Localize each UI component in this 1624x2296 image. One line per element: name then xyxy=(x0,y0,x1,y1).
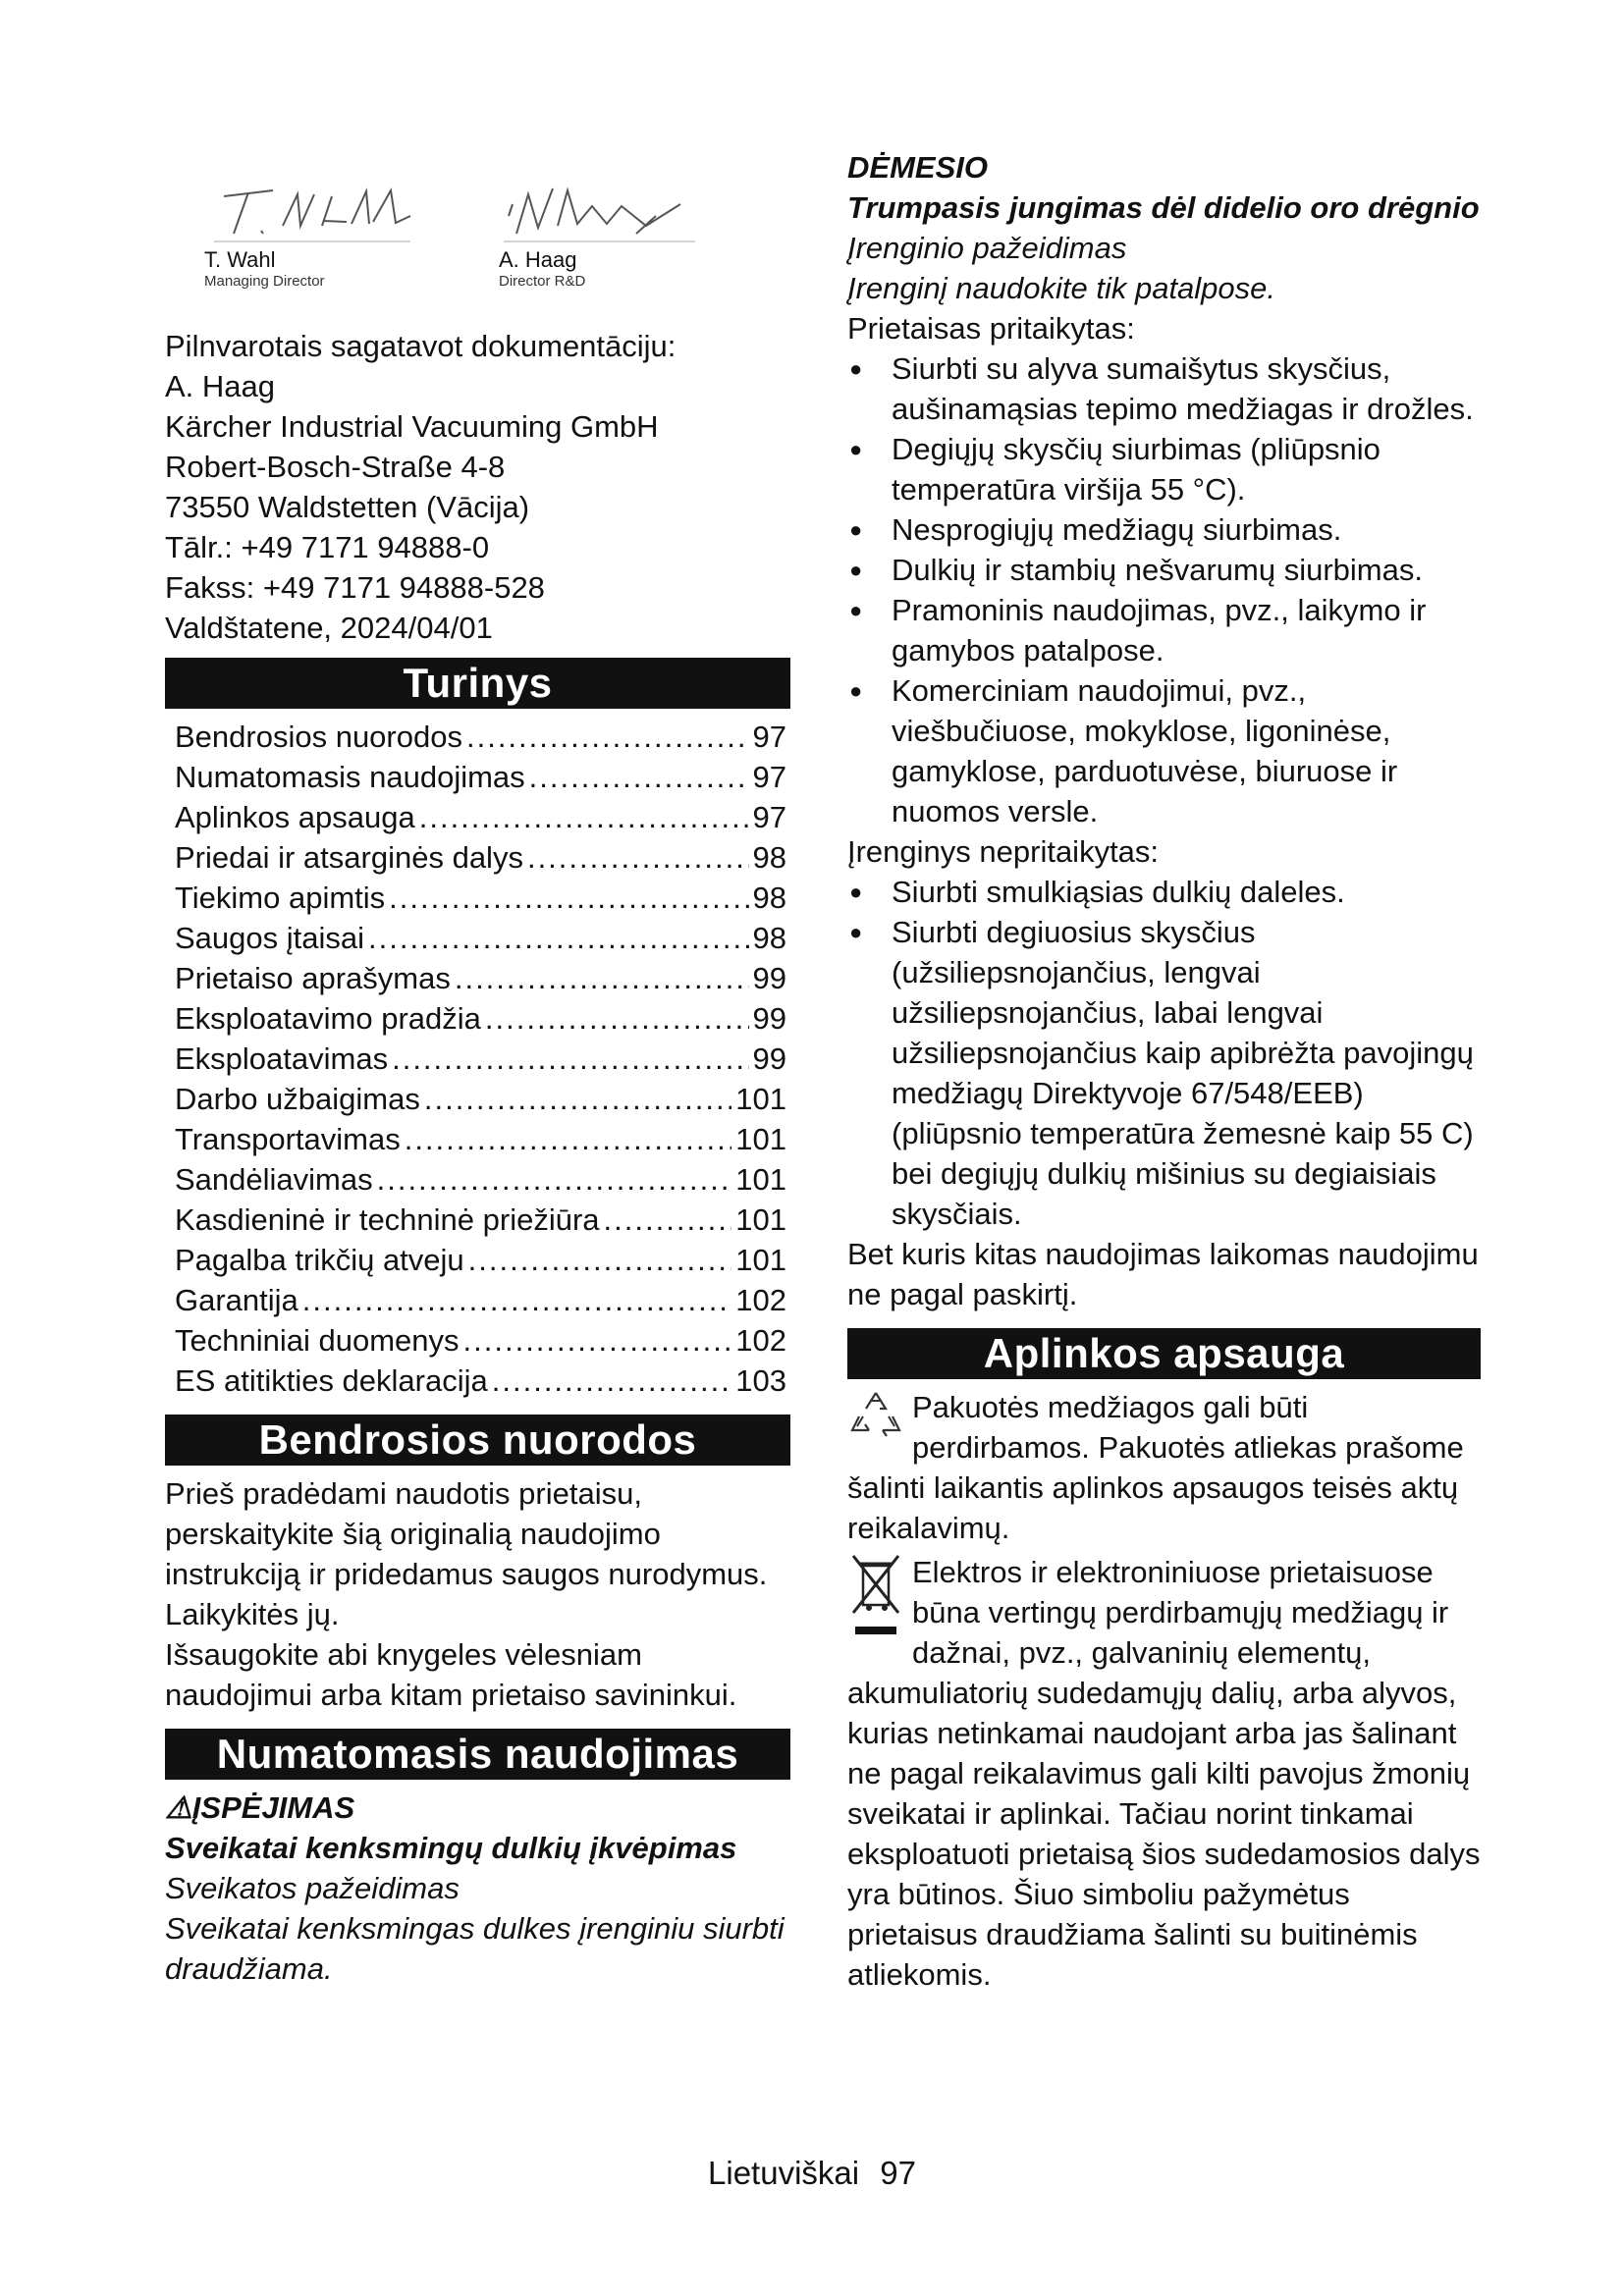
toc-leader xyxy=(468,1240,732,1280)
suitable-list xyxy=(847,348,1481,831)
list-item: ● Dulkių ir stambių nešvarumų siurbimas. xyxy=(847,550,1481,590)
list-item: ● Siurbti degiuosius skysčius (užsiliepsnojančius, lengvai užsiliepsnojančius, labai lengvai užsiliepsnojančius kaip apibrėžta pavojingų medžiagų Direktyvoje 67/548/EEB) (pliūpsnio temperatūra žemesnė kaip 55 C) bei degiųjų dulkių mišinius su degiaisiais skysčiais. xyxy=(847,912,1481,1234)
toc-leader xyxy=(392,1039,748,1079)
signature-wahl xyxy=(204,177,430,291)
toc-leader xyxy=(389,878,748,918)
suitable-label: Prietaisas pritaikytas: xyxy=(847,311,1135,346)
signatory-role: Managing Director xyxy=(204,273,325,290)
left-column xyxy=(165,326,790,1989)
general-text: Prieš pradėdami naudotis prietaisu, perskaitykite šią originalią naudojimo instrukciją ir pridedamus saugos nurodymus. Laikykitės jų. xyxy=(165,1476,768,1631)
toc-entry-page: 101 xyxy=(735,1122,786,1156)
toc-entry[interactable] xyxy=(165,837,790,878)
crossed-bin-icon xyxy=(847,1552,906,1650)
authorized-representative xyxy=(165,326,790,648)
toc-leader xyxy=(463,1320,732,1361)
toc-leader xyxy=(466,717,749,757)
toc-entry[interactable] xyxy=(165,1200,790,1240)
general-text: Išsaugokite abi knygeles vėlesniam naudojimui arba kitam prietaiso savininkui. xyxy=(165,1637,737,1712)
toc-leader xyxy=(455,958,749,998)
toc-entry-page: 103 xyxy=(735,1363,786,1398)
toc-entry-page: 98 xyxy=(752,840,786,875)
warning-triangle-icon: ⚠ xyxy=(165,1790,192,1825)
toc-entry-title: Transportavimas xyxy=(175,1122,401,1156)
toc-entry-page: 99 xyxy=(752,1041,786,1076)
toc-entry[interactable] xyxy=(165,757,790,797)
toc-entry-page: 101 xyxy=(735,1082,786,1116)
weee-paragraph xyxy=(847,1552,1481,1995)
toc-entry-title: Kasdieninė ir techninė priežiūra xyxy=(175,1202,600,1237)
right-column xyxy=(847,147,1481,1995)
caution-title: Trumpasis jungimas dėl didelio oro drėgnio xyxy=(847,190,1480,225)
toc-entry-title: Tiekimo apimtis xyxy=(175,881,386,915)
toc-entry[interactable] xyxy=(165,1079,790,1119)
list-item: ● Degiųjų skysčių siurbimas (pliūpsnio temperatūra viršija 55 °C). xyxy=(847,429,1481,509)
other-use-text: Bet kuris kitas naudojimas laikomas naudojimu ne pagal paskirtį. xyxy=(847,1237,1479,1311)
handwritten-signature-haag xyxy=(499,177,715,245)
unsuitable-list xyxy=(847,872,1481,1234)
toc-leader xyxy=(419,797,749,837)
warning-label xyxy=(165,1788,790,1828)
list-item: ● Siurbti smulkiąsias dulkių daleles. xyxy=(847,872,1481,912)
handwritten-signature-wahl xyxy=(204,177,420,245)
warning-action: Sveikatai kenksmingas dulkes įrenginiu siurbti draudžiama. xyxy=(165,1911,785,1986)
toc-entry[interactable] xyxy=(165,1320,790,1361)
toc-leader xyxy=(485,998,749,1039)
toc-entry-page: 99 xyxy=(752,1001,786,1036)
toc-entry-page: 102 xyxy=(735,1283,786,1317)
toc-entry[interactable] xyxy=(165,918,790,958)
list-item: ● Komerciniam naudojimui, pvz., viešbučiuose, mokyklose, ligoninėse, gamyklose, parduotuvėse, biuruose ir nuomos versle. xyxy=(847,670,1481,831)
authorized-line: 73550 Waldstetten (Vācija) xyxy=(165,490,530,524)
packaging-paragraph xyxy=(847,1387,1481,1548)
authorized-line: Valdštatene, 2024/04/01 xyxy=(165,611,493,645)
toc-entry[interactable] xyxy=(165,1361,790,1401)
authorized-line: Kärcher Industrial Vacuuming GmbH xyxy=(165,409,659,444)
toc-entry[interactable] xyxy=(165,878,790,918)
recycling-icon xyxy=(847,1387,906,1448)
footer-language: Lietuviškai xyxy=(708,2155,860,2191)
toc-entry[interactable] xyxy=(165,1119,790,1159)
toc-leader xyxy=(527,837,749,878)
intended-use-heading: Numatomasis naudojimas xyxy=(165,1729,790,1780)
warning-title: Sveikatai kenksmingų dulkių įkvėpimas xyxy=(165,1831,737,1865)
toc-leader xyxy=(529,757,749,797)
toc-entry[interactable] xyxy=(165,1280,790,1320)
signature-haag xyxy=(499,177,725,291)
authorized-line: Robert-Bosch-Straße 4-8 xyxy=(165,450,506,484)
environment-heading: Aplinkos apsauga xyxy=(847,1328,1481,1379)
toc-entry-title: Darbo užbaigimas xyxy=(175,1082,420,1116)
toc-entry-title: Aplinkos apsauga xyxy=(175,800,415,834)
toc-leader xyxy=(302,1280,731,1320)
toc-entry-page: 97 xyxy=(752,800,786,834)
toc-entry-title: Prietaiso aprašymas xyxy=(175,961,451,995)
toc-entry-title: Sandėliavimas xyxy=(175,1162,373,1197)
toc-entry[interactable] xyxy=(165,1240,790,1280)
toc-entry-page: 101 xyxy=(735,1202,786,1237)
toc-entry-page: 97 xyxy=(752,720,786,754)
toc-entry-title: Saugos įtaisai xyxy=(175,921,365,955)
caution-consequence: Įrenginio pažeidimas xyxy=(847,231,1127,265)
toc-entry-title: Pagalba trikčių atveju xyxy=(175,1243,464,1277)
toc-entry-title: Priedai ir atsarginės dalys xyxy=(175,840,523,875)
signature-block xyxy=(165,177,715,314)
toc-entry-title: Numatomasis naudojimas xyxy=(175,760,525,794)
toc-leader xyxy=(377,1159,732,1200)
list-item: ● Siurbti su alyva sumaišytus skysčius, aušinamąsias tepimo medžiagas ir drožles. xyxy=(847,348,1481,429)
general-heading: Bendrosios nuorodos xyxy=(165,1415,790,1466)
table-of-contents xyxy=(165,717,790,1401)
toc-entry[interactable] xyxy=(165,958,790,998)
toc-entry-title: Eksploatavimo pradžia xyxy=(175,1001,481,1036)
toc-entry[interactable] xyxy=(165,1159,790,1200)
toc-entry-page: 99 xyxy=(752,961,786,995)
toc-leader xyxy=(604,1200,732,1240)
toc-entry[interactable] xyxy=(165,717,790,757)
warning-label-text: ĮSPĖJIMAS xyxy=(191,1790,355,1825)
toc-entry-title: Garantija xyxy=(175,1283,298,1317)
toc-entry-page: 97 xyxy=(752,760,786,794)
warning-consequence: Sveikatos pažeidimas xyxy=(165,1871,460,1905)
toc-entry-title: Techniniai duomenys xyxy=(175,1323,460,1358)
page-number: 97 xyxy=(880,2155,916,2191)
authorized-line: Tālr.: +49 7171 94888-0 xyxy=(165,530,490,564)
weee-text: Elektros ir elektroniniuose prietaisuose būna vertingų perdirbamųjų medžiagų ir dažnai, pvz., galvaninių elementų, akumuliatorių sudedamųjų dalių, arba alyvos, kurias netinkamai naudojant arba jas šalinant ne pagal reikalavimus gali kilti pavojus žmonių sveikatai ir aplinkai. Tačiau norint tinkamai eksploatuoti prietaisą šios sudedamosios dalys yra būtinos. Šiuo simboliu pažymėtus prietaisus draudžiama šalinti su buitinėmis atliekomis. xyxy=(847,1555,1481,1992)
authorized-line: Pilnvarotais sagatavot dokumentāciju: xyxy=(165,329,677,363)
list-item: ● Nesprogiųjų medžiagų siurbimas. xyxy=(847,509,1481,550)
toc-entry[interactable] xyxy=(165,1039,790,1079)
toc-entry-page: 98 xyxy=(752,881,786,915)
caution-action: Įrenginį naudokite tik patalpose. xyxy=(847,271,1276,305)
signatory-name: T. Wahl xyxy=(204,247,276,272)
page-footer xyxy=(0,2155,1624,2192)
caution-label: DĖMESIO xyxy=(847,150,988,185)
toc-entry-title: Eksploatavimas xyxy=(175,1041,389,1076)
toc-entry-page: 101 xyxy=(735,1243,786,1277)
toc-entry-page: 102 xyxy=(735,1323,786,1358)
toc-entry[interactable] xyxy=(165,998,790,1039)
toc-leader xyxy=(424,1079,731,1119)
authorized-line: A. Haag xyxy=(165,369,276,403)
toc-entry-page: 101 xyxy=(735,1162,786,1197)
toc-entry-page: 98 xyxy=(752,921,786,955)
toc-entry[interactable] xyxy=(165,797,790,837)
toc-heading: Turinys xyxy=(165,658,790,709)
toc-leader xyxy=(368,918,749,958)
toc-leader xyxy=(405,1119,732,1159)
authorized-line: Fakss: +49 7171 94888-528 xyxy=(165,570,545,605)
toc-leader xyxy=(492,1361,732,1401)
list-item: ● Pramoninis naudojimas, pvz., laikymo ir gamybos patalpose. xyxy=(847,590,1481,670)
toc-entry-title: ES atitikties deklaracija xyxy=(175,1363,488,1398)
signatory-role: Director R&D xyxy=(499,273,586,290)
toc-entry-title: Bendrosios nuorodos xyxy=(175,720,462,754)
unsuitable-label: Įrenginys nepritaikytas: xyxy=(847,834,1160,869)
signatory-name: A. Haag xyxy=(499,247,577,272)
packaging-text: Pakuotės medžiagos gali būti perdirbamos. Pakuotės atliekas prašome šalinti laikantis aplinkos apsaugos teisės aktų reikalavimų. xyxy=(847,1390,1464,1545)
